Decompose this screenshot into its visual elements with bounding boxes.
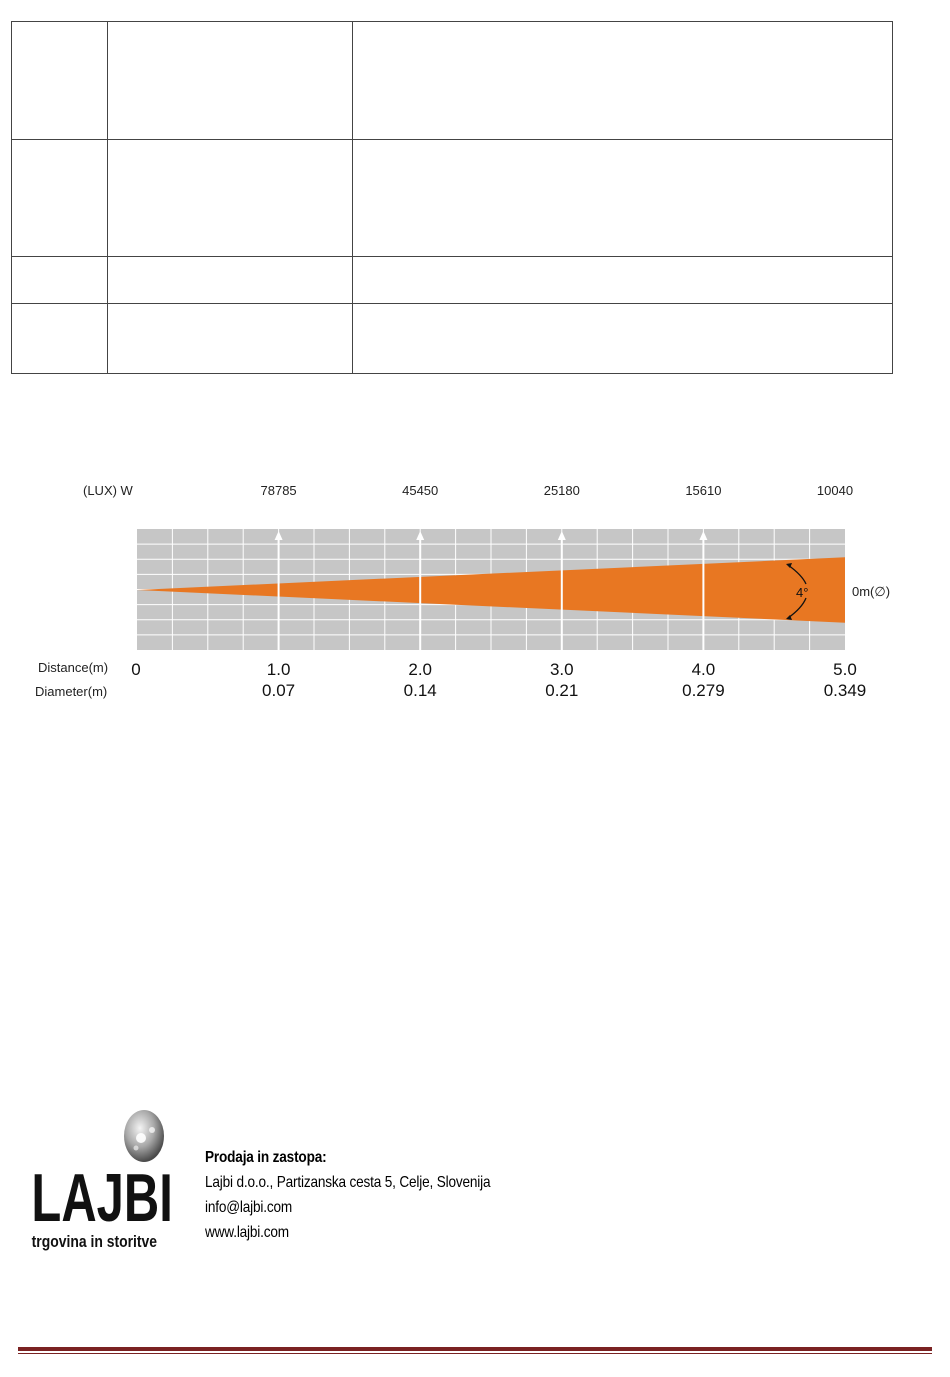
diameter-value: 0.279 <box>682 681 725 700</box>
spec-table <box>11 21 893 374</box>
diameter-value: 0.14 <box>403 681 437 700</box>
lux-value: 45450 <box>402 483 439 498</box>
table-column-divider <box>352 22 353 373</box>
distance-value: 1.0 <box>266 660 291 679</box>
distance-value: 3.0 <box>549 660 574 679</box>
contact-website[interactable]: www.lajbi.com <box>205 1224 289 1241</box>
logo-tagline: trgovina in storitve <box>31 1232 158 1252</box>
diameter-value: 0.21 <box>545 681 579 700</box>
contact-heading: Prodaja in zastopa: <box>205 1149 327 1166</box>
beam-chart <box>0 470 950 720</box>
diameter-value: 0.349 <box>823 681 867 700</box>
lux-value: 15610 <box>685 483 722 498</box>
footer-rule-thin <box>18 1353 932 1354</box>
distance-label: Distance(m) <box>38 660 109 675</box>
diameter-value: 0.07 <box>262 681 296 700</box>
contact-address: Lajbi d.o.o., Partizanska cesta 5, Celje, Slovenija <box>205 1174 491 1191</box>
distance-value: 0 <box>131 660 141 679</box>
beam-angle-label: 4° <box>796 585 809 600</box>
table-column-divider <box>107 22 108 373</box>
lux-value: 10040 <box>816 483 854 498</box>
diameter-label: Diameter(m) <box>35 684 108 699</box>
lux-value: 25180 <box>543 483 580 498</box>
distance-values <box>131 660 857 679</box>
distance-value: 4.0 <box>691 660 716 679</box>
distance-value: 5.0 <box>833 660 857 679</box>
lajbi-logo <box>30 1108 190 1258</box>
lux-values <box>261 483 854 498</box>
end-diameter-label: 0m(∅) <box>852 584 891 599</box>
table-row-divider <box>12 139 892 140</box>
table-row-divider <box>12 303 892 304</box>
logo-wordmark: LAJBI <box>31 1159 173 1236</box>
contact-block <box>205 1145 490 1245</box>
contact-email[interactable]: info@lajbi.com <box>205 1199 293 1216</box>
distance-value: 2.0 <box>408 660 433 679</box>
diameter-values <box>262 681 866 700</box>
table-row-divider <box>12 256 892 257</box>
footer-rule <box>18 1347 932 1351</box>
lux-label: (LUX) W <box>83 483 133 498</box>
beam-chart-svg <box>0 470 950 720</box>
lajbi-logo-graphic <box>30 1108 190 1258</box>
lux-value: 78785 <box>260 483 297 498</box>
